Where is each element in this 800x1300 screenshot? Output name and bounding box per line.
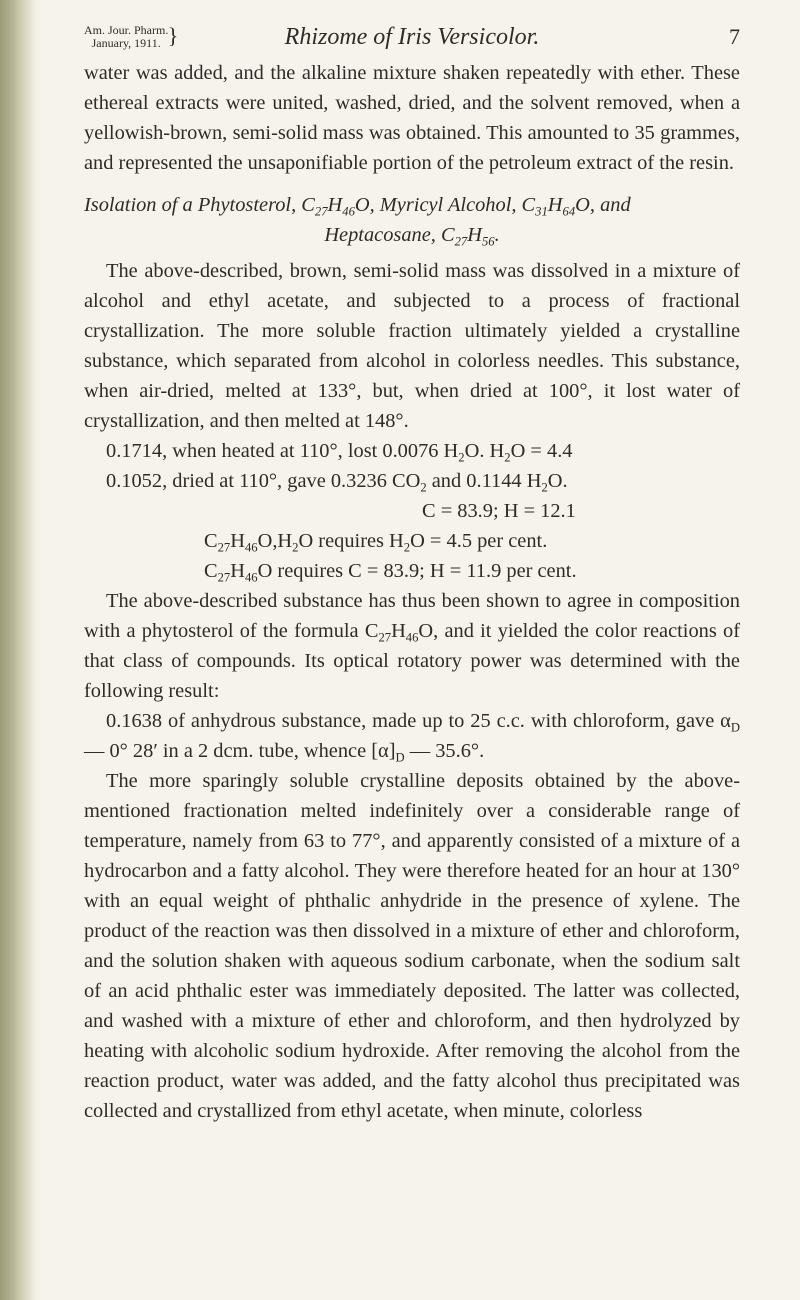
brace-glyph: } <box>167 23 179 48</box>
data-line-requires-carbon: $C_{27}H_{46}O$ requires C = 83.9; H = 11.9 per cent. <box>204 560 577 585</box>
journal-name: Am. Jour. Pharm. <box>84 23 169 37</box>
paragraph-phytosterol: The above-described substance has thus been shown to agree in composition with a phytosterol of the formula $C_{27}H_{46}O$, and it yielded the color reactions of that class of compounds. Its optical rotatory power was determined with the following result: <box>84 590 740 702</box>
paragraph-unsaponifiable: water was added, and the alkaline mixture shaken repeatedly with ether. These ethereal extracts were united, washed, dried, and the solvent removed, when a yellowish-brown, semi-solid mass was obtained. This amounted to 35 grammes, and represented the unsaponifiable portion of the petroleum extract of the resin. <box>84 62 740 174</box>
section-heading <box>84 190 740 250</box>
book-page <box>84 18 740 1126</box>
running-title: Rhizome of Iris Versicolor. <box>284 24 540 50</box>
running-head <box>84 18 740 58</box>
page-number: 7 <box>729 24 740 49</box>
journal-date: January, 1911. <box>91 36 161 50</box>
paragraph-fractionation: The more sparingly soluble crystalline deposits obtained by the above-mentioned fractionation melted indefinitely over a considerable range of temperature, namely from 63 to 77°, and apparently consisted of a mixture of a hydrocarbon and a fatty alcohol. They were therefore heated for an hour at 130° with an equal weight of phthalic anhydride in the presence of xylene. The product of the reaction was then dissolved in a mixture of ether and chloroform, and the solution shaken with aqueous sodium carbonate, when the sodium salt of an acid phthalic ester was immediately deposited. The latter was collected, and washed with a mixture of ether and chloroform, and then hydrolyzed by heating with alcoholic sodium hydroxide. After removing the alcohol from the reaction product, water was added, and the fatty alcohol thus precipitated was collected and crystallized from ethyl acetate, when minute, colorless <box>84 770 740 1122</box>
section-heading-line-2: Heptacosane, $C_{27}H_{56}$. <box>324 224 500 249</box>
page-spine-shadow <box>0 0 40 1300</box>
paragraph-crystallization: The above-described, brown, semi-solid mass was dissolved in a mixture of alcohol and ethyl acetate, and subjected to a process of fractional crystallization. The more soluble fraction ultimately yielded a crystalline substance, which separated from alcohol in colorless needles. This substance, when air-dried, melted at 133°, but, when dried at 100°, it lost water of crystallization, and then melted at 148°. <box>84 260 740 432</box>
data-line-requires-water: $C_{27}H_{46}O,H_2O$ requires $H_2O = 4.5$ per cent. <box>204 530 548 555</box>
data-line-water-loss: 0.1714, when heated at 110°, lost 0.0076 $H_2O$. $H_2O = 4.4$ <box>106 440 573 465</box>
data-line-found: C = 83.9; H = 12.1 <box>422 500 576 522</box>
section-heading-line-1: Isolation of a Phytosterol, $C_{27}H_{46}O$, Myricyl Alcohol, $C_{31}H_{64}O$, and <box>84 194 631 219</box>
paragraph-rotation: 0.1638 of anhydrous substance, made up to 25 c.c. with chloroform, gave $\alpha_D$ — 0° 28′ in a 2 dcm. tube, whence $[\alpha]_D$ — 35.6°. <box>84 710 740 765</box>
data-line-combustion: 0.1052, dried at 110°, gave 0.3236 $CO_2$ and 0.1144 $H_2O$. <box>106 470 568 495</box>
